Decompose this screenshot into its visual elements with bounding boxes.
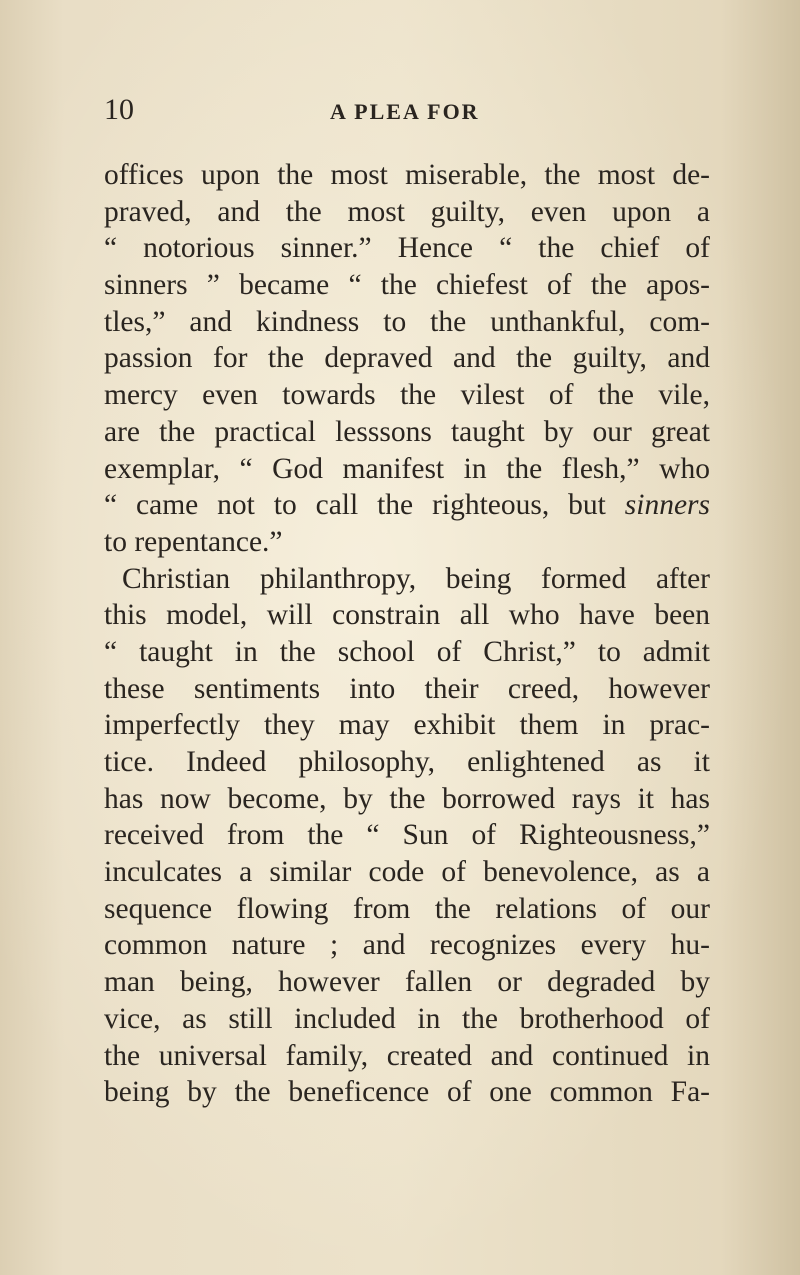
text-line: praved, and the most guilty, even upon a (104, 195, 710, 228)
text-line: man being, however fallen or degraded by (104, 966, 710, 999)
text-line-paragraph-end: to repentance.” (104, 525, 283, 558)
page-header (104, 90, 704, 130)
text-segment: “ came not to call the righteous, but (104, 489, 625, 522)
text-line: exemplar, “ God manifest in the flesh,” who (104, 452, 710, 485)
text-line: these sentiments into their creed, however (104, 672, 710, 705)
text-line-paragraph-start: Christian philanthropy, being formed after (122, 562, 710, 595)
text-line: tles,” and kindness to the unthankful, com- (104, 305, 710, 338)
italic-word: sinners (624, 489, 710, 522)
text-line: received from the “ Sun of Righteousness,” (104, 819, 710, 852)
text-line: common nature ; and recognizes every hu- (104, 929, 710, 962)
text-line: “ taught in the school of Christ,” to admit (104, 635, 710, 668)
text-line: sequence flowing from the relations of our (104, 892, 710, 925)
text-line: being by the beneficence of one common Fa- (104, 1076, 710, 1109)
text-line: vice, as still included in the brotherhood of (104, 1002, 710, 1035)
text-line: offices upon the most miserable, the most de- (104, 159, 710, 191)
body-text (104, 157, 710, 1111)
text-line: imperfectly they may exhibit them in prac- (104, 709, 710, 742)
text-line: has now become, by the borrowed rays it has (104, 782, 710, 815)
text-line: inculcates a similar code of benevolence, as a (104, 856, 710, 889)
text-line: sinners ” became “ the chiefest of the apos- (104, 269, 710, 302)
page-number: 10 (104, 93, 134, 126)
text-line: tice. Indeed philosophy, enlightened as it (104, 746, 710, 778)
text-line: mercy even towards the vilest of the vile, (104, 379, 710, 412)
text-line: are the practical lesssons taught by our great (104, 415, 710, 448)
text-line (104, 487, 710, 524)
text-line: passion for the depraved and the guilty, and (104, 342, 710, 375)
text-line: this model, will constrain all who have been (104, 599, 710, 632)
running-title: A PLEA FOR (330, 99, 480, 124)
text-line: “ notorious sinner.” Hence “ the chief of (104, 232, 710, 265)
text-line: the universal family, created and continued in (104, 1039, 710, 1072)
